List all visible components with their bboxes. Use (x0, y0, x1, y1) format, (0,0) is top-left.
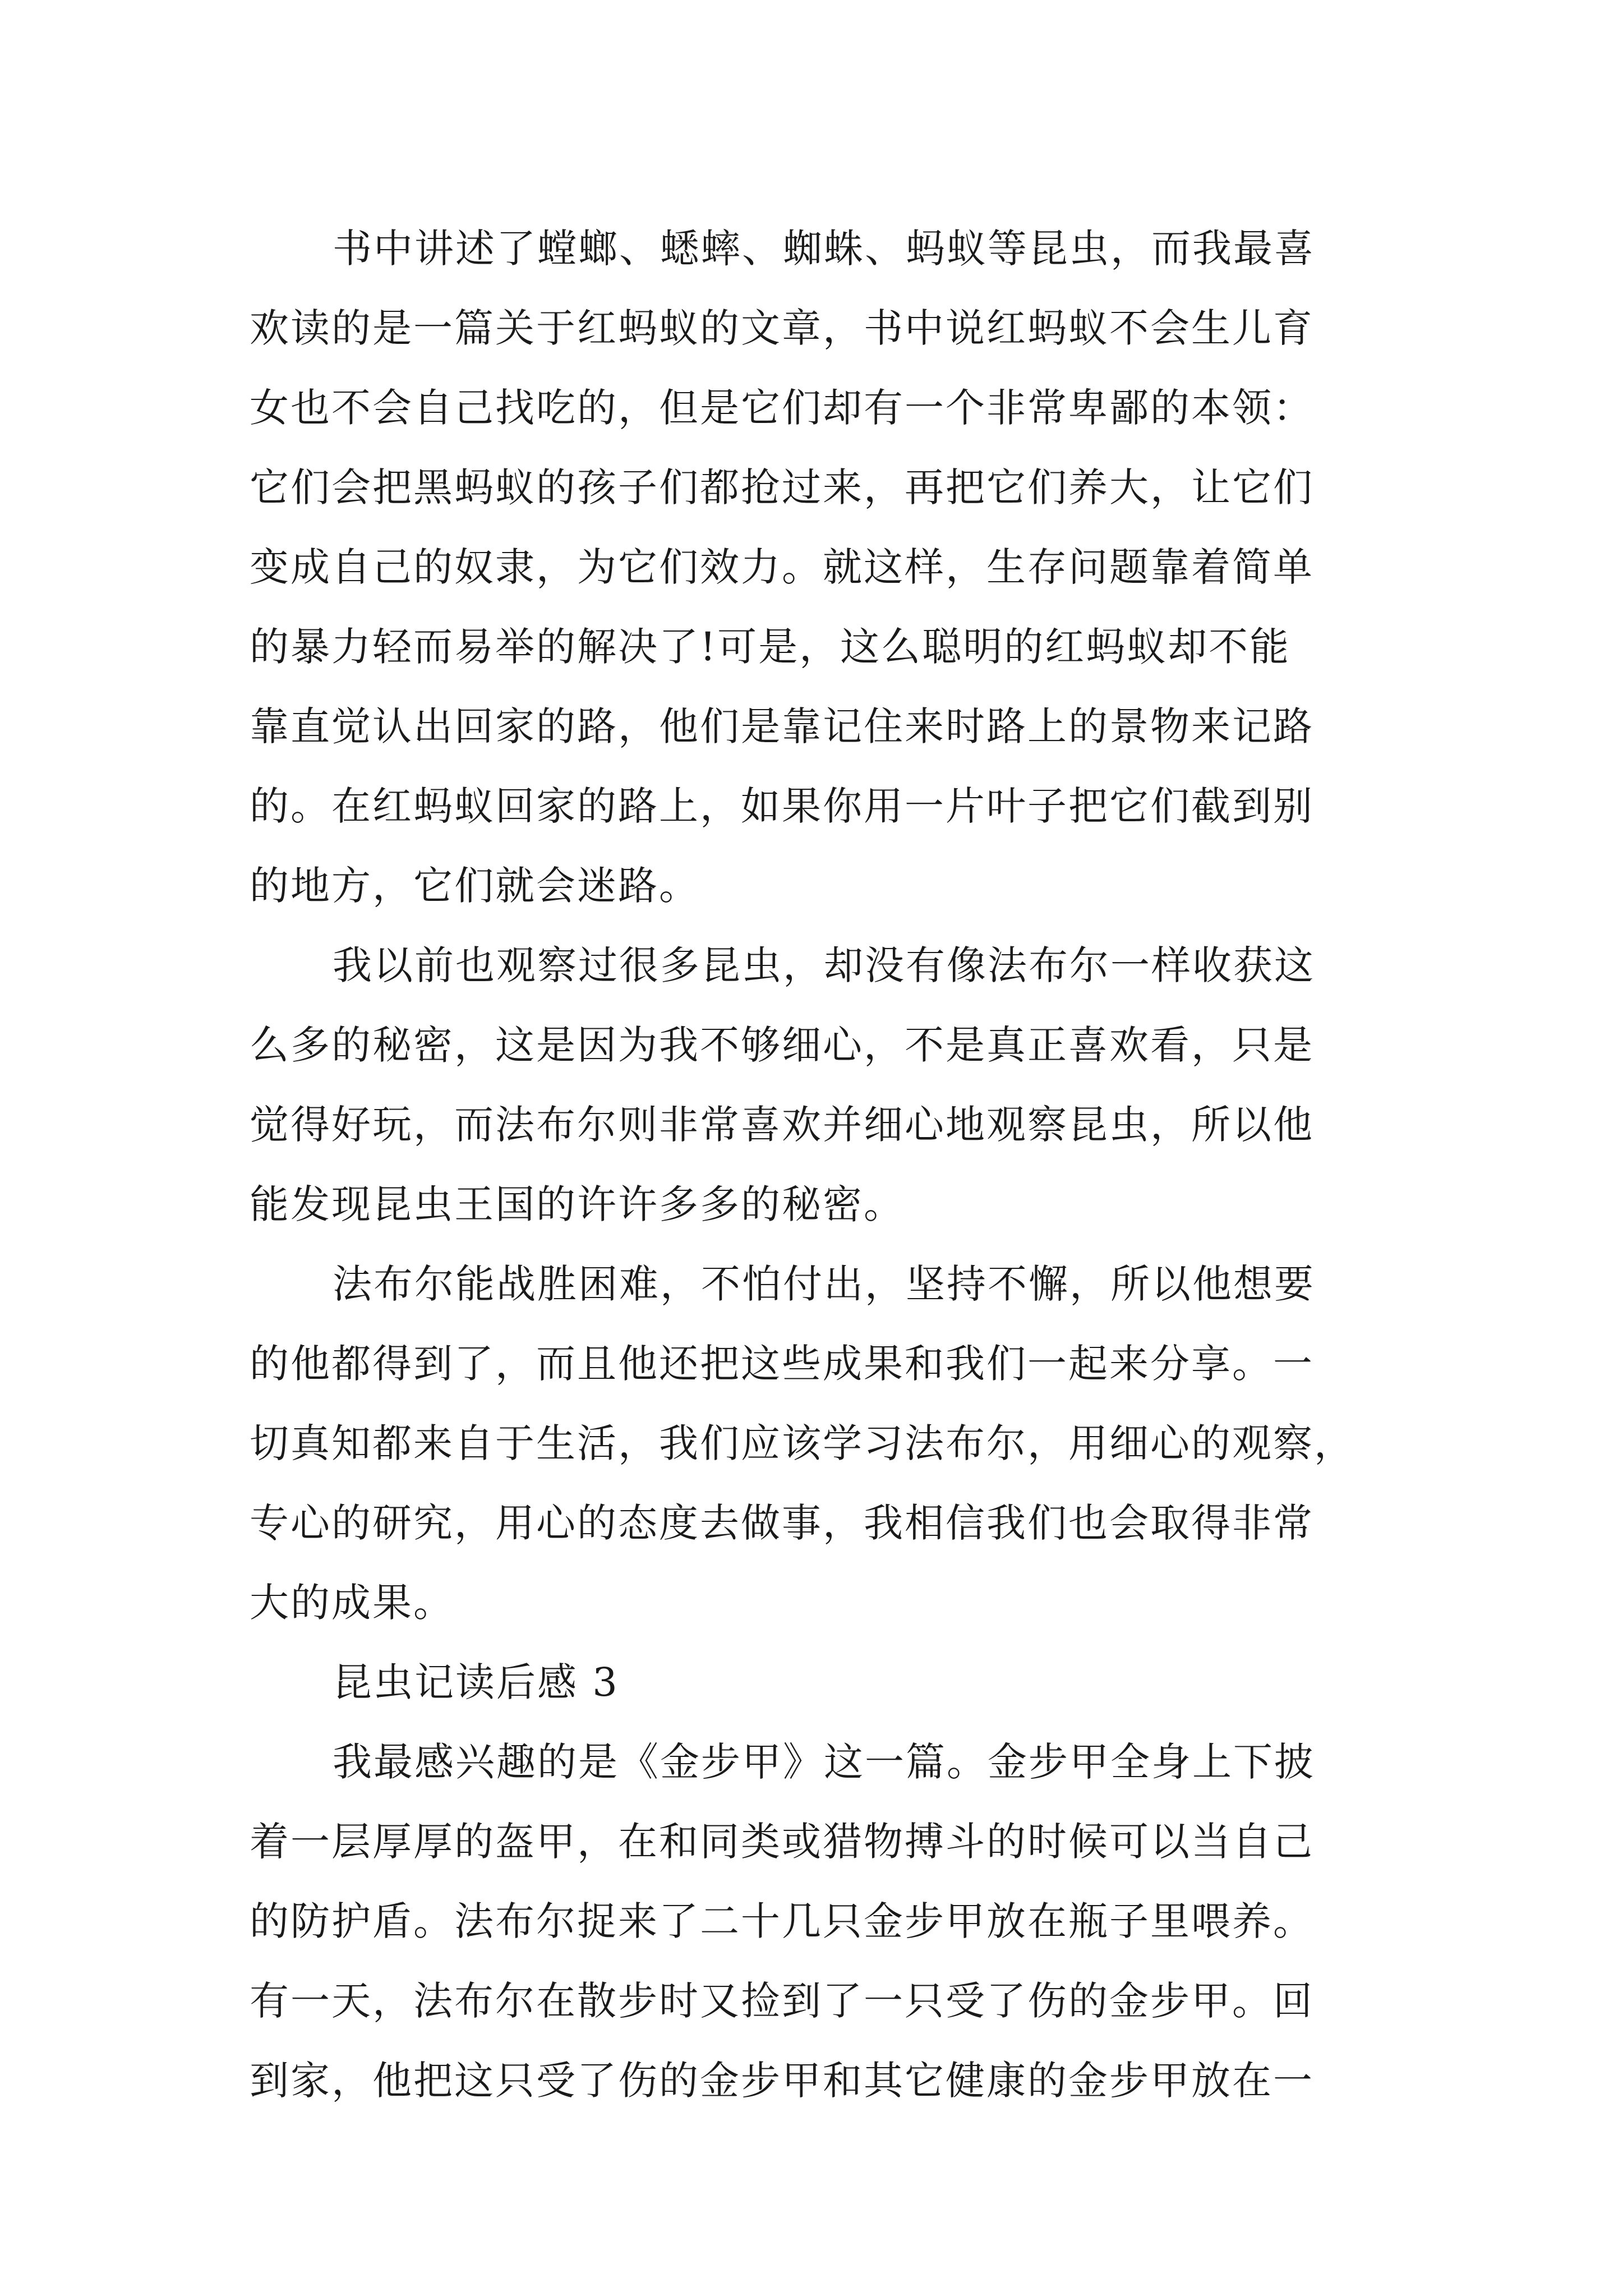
text-line: 的防护盾。法布尔捉来了二十几只金步甲放在瓶子里喂养。 (250, 1898, 1314, 1944)
text-line: 能发现昆虫王国的许许多多的秘密。 (250, 1181, 905, 1227)
document-body (250, 209, 1377, 2120)
text-line: 我以前也观察过很多昆虫，却没有像法布尔一样收获这 (333, 942, 1315, 988)
text-line: 书中讲述了螳螂、蟋蟀、蜘蛛、蚂蚁等昆虫，而我最喜 (333, 226, 1315, 272)
heading-text: 昆虫记读后感 3 (333, 1659, 619, 1705)
paragraph (250, 1722, 1377, 2120)
text-line: 欢读的是一篇关于红蚂蚁的文章，书中说红蚂蚁不会生儿育 (250, 305, 1314, 351)
text-line: 我最感兴趣的是《金步甲》这一篇。金步甲全身上下披 (333, 1739, 1315, 1785)
text-line: 切真知都来自于生活，我们应该学习法布尔，用细心的观察， (250, 1420, 1355, 1466)
paragraph (250, 1244, 1377, 1642)
text-line: 靠直觉认出回家的路，他们是靠记住来时路上的景物来记路 (250, 703, 1314, 749)
text-line: 么多的秘密，这是因为我不够细心，不是真正喜欢看，只是 (250, 1022, 1314, 1068)
text-line: 女也不会自己找吃的，但是它们却有一个非常卑鄙的本领： (250, 385, 1314, 431)
text-line: 着一层厚厚的盔甲，在和同类或猎物搏斗的时候可以当自己 (250, 1819, 1314, 1865)
paragraph (250, 209, 1377, 926)
paragraph (250, 926, 1377, 1244)
text-line: 的他都得到了，而且他还把这些成果和我们一起来分享。一 (250, 1341, 1314, 1387)
text-line: 的暴力轻而易举的解决了!可是，这么聪明的红蚂蚁却不能 (250, 624, 1291, 670)
text-line: 觉得好玩，而法布尔则非常喜欢并细心地观察昆虫，所以他 (250, 1102, 1314, 1148)
text-line: 有一天，法布尔在散步时又捡到了一只受了伤的金步甲。回 (250, 1978, 1314, 2024)
section-heading (250, 1642, 1377, 1722)
text-line: 的。在红蚂蚁回家的路上，如果你用一片叶子把它们截到别 (250, 783, 1314, 829)
text-line: 的地方，它们就会迷路。 (250, 863, 700, 909)
text-line: 它们会把黑蚂蚁的孩子们都抢过来，再把它们养大，让它们 (250, 464, 1314, 510)
text-line: 大的成果。 (250, 1580, 454, 1626)
text-line: 变成自己的奴隶，为它们效力。就这样，生存问题靠着简单 (250, 544, 1314, 590)
text-line: 到家，他把这只受了伤的金步甲和其它健康的金步甲放在一 (250, 2058, 1314, 2104)
text-line: 专心的研究，用心的态度去做事，我相信我们也会取得非常 (250, 1500, 1314, 1546)
text-line: 法布尔能战胜困难，不怕付出，坚持不懈，所以他想要 (333, 1261, 1315, 1307)
